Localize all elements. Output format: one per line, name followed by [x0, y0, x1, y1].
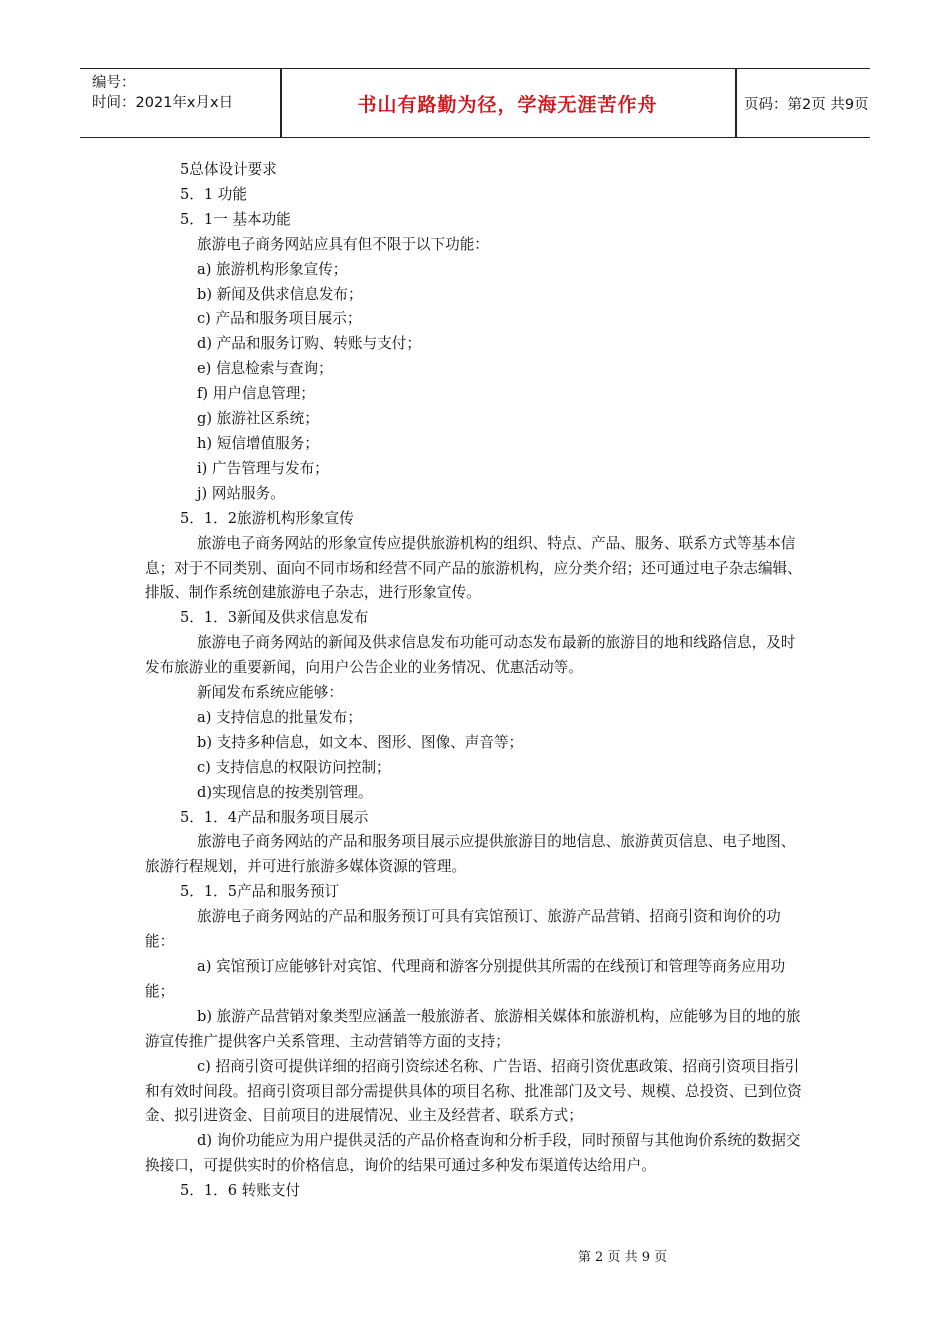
list-item: c) 支持信息的权限访问控制；	[197, 758, 391, 776]
section-heading: 5．1．6 转账支付	[180, 1182, 301, 1200]
list-item: e) 信息检索与查询；	[197, 360, 333, 378]
list-item: h) 短信增值服务；	[197, 434, 319, 452]
paragraph: 旅游电子商务网站的新闻及供求信息发布功能可动态发布最新的旅游目的地和线路信息，及时发布旅游业的重要新闻，向用户公告企业的业务情况、优惠活动等。	[145, 634, 796, 677]
section-heading: 5．1 功能	[180, 185, 247, 203]
list-item: d)实现信息的按类别管理。	[197, 783, 373, 801]
list-item: b) 新闻及供求信息发布；	[197, 285, 363, 303]
header-divider-right	[735, 69, 737, 137]
section-heading: 5总体设计要求	[180, 161, 277, 178]
paragraph: b) 旅游产品营销对象类型应涵盖一般旅游者、旅游相关媒体和旅游机构，应能够为目的地的旅游宣传推广提供客户关系管理、主动营销等方面的支持；	[145, 1007, 801, 1050]
header-meta	[92, 73, 233, 113]
paragraph: 旅游电子商务网站的产品和服务预订可具有宾馆预订、旅游产品营销、招商引资和询价的功能：	[145, 908, 781, 951]
list-item: c) 产品和服务项目展示；	[197, 310, 362, 328]
section-heading: 5．1一 基本功能	[180, 210, 291, 228]
list-item: j) 网站服务。	[197, 484, 285, 502]
paragraph: a) 宾馆预订应能够针对宾馆、代理商和游客分别提供其所需的在线预订和管理等商务应用功能；	[145, 958, 786, 1000]
header-page-number: 页码：第2页 共9页	[744, 97, 869, 113]
list-item: b) 支持多种信息，如文本、图形、图像、声音等；	[197, 733, 524, 751]
document-body	[145, 158, 807, 1204]
paragraph: d) 询价功能应为用户提供灵活的产品价格查询和分析手段，同时预留与其他询价系统的数据交换接口，可提供实时的价格信息，询价的结果可通过多种发布渠道传达给用户。	[145, 1132, 801, 1175]
section-heading: 5．1．5产品和服务预订	[180, 883, 340, 901]
time-label: 时间：2021年x月x日	[92, 95, 234, 111]
section-heading: 5．1．2旅游机构形象宣传	[180, 509, 354, 527]
page-footer: 第 2 页 共 9 页	[577, 1250, 668, 1265]
paragraph: c) 招商引资可提供详细的招商引资综述名称、广告语、招商引资优惠政策、招商引资项目指引和有效时间段。招商引资项目部分需提供具体的项目名称、批准部门及文号、规模、总投资、已到位资金、拟引进资金、目前项目的进展情况、业主及经营者、联系方式；	[145, 1057, 802, 1125]
serial-number-label: 编号：	[92, 75, 136, 91]
list-item: d) 产品和服务订购、转账与支付；	[197, 335, 421, 353]
list-item: 新闻发布系统应能够：	[197, 684, 343, 702]
list-item: f) 用户信息管理；	[197, 385, 315, 403]
list-item: a) 旅游机构形象宣传；	[197, 260, 348, 278]
paragraph: 旅游电子商务网站的形象宣传应提供旅游机构的组织、特点、产品、服务、联系方式等基本信息；对于不同类别、面向不同市场和经营不同产品的旅游机构，应分类介绍；还可通过电子杂志编辑、排版、制作系统创建旅游电子杂志，进行形象宣传。	[145, 534, 802, 602]
list-item: g) 旅游社区系统；	[197, 410, 319, 428]
section-heading: 5．1．4产品和服务项目展示	[180, 808, 369, 826]
list-item: i) 广告管理与发布；	[197, 459, 329, 477]
list-item: a) 支持信息的批量发布；	[197, 708, 362, 726]
section-heading: 5．1．3新闻及供求信息发布	[180, 609, 369, 627]
list-item: 旅游电子商务网站应具有但不限于以下功能：	[197, 235, 489, 253]
paragraph: 旅游电子商务网站的产品和服务项目展示应提供旅游目的地信息、旅游黄页信息、电子地图、旅游行程规划，并可进行旅游多媒体资源的管理。	[145, 833, 796, 876]
header-motto: 书山有路勤为径，学海无涯苦作舟	[357, 93, 658, 116]
page-header	[80, 68, 870, 138]
